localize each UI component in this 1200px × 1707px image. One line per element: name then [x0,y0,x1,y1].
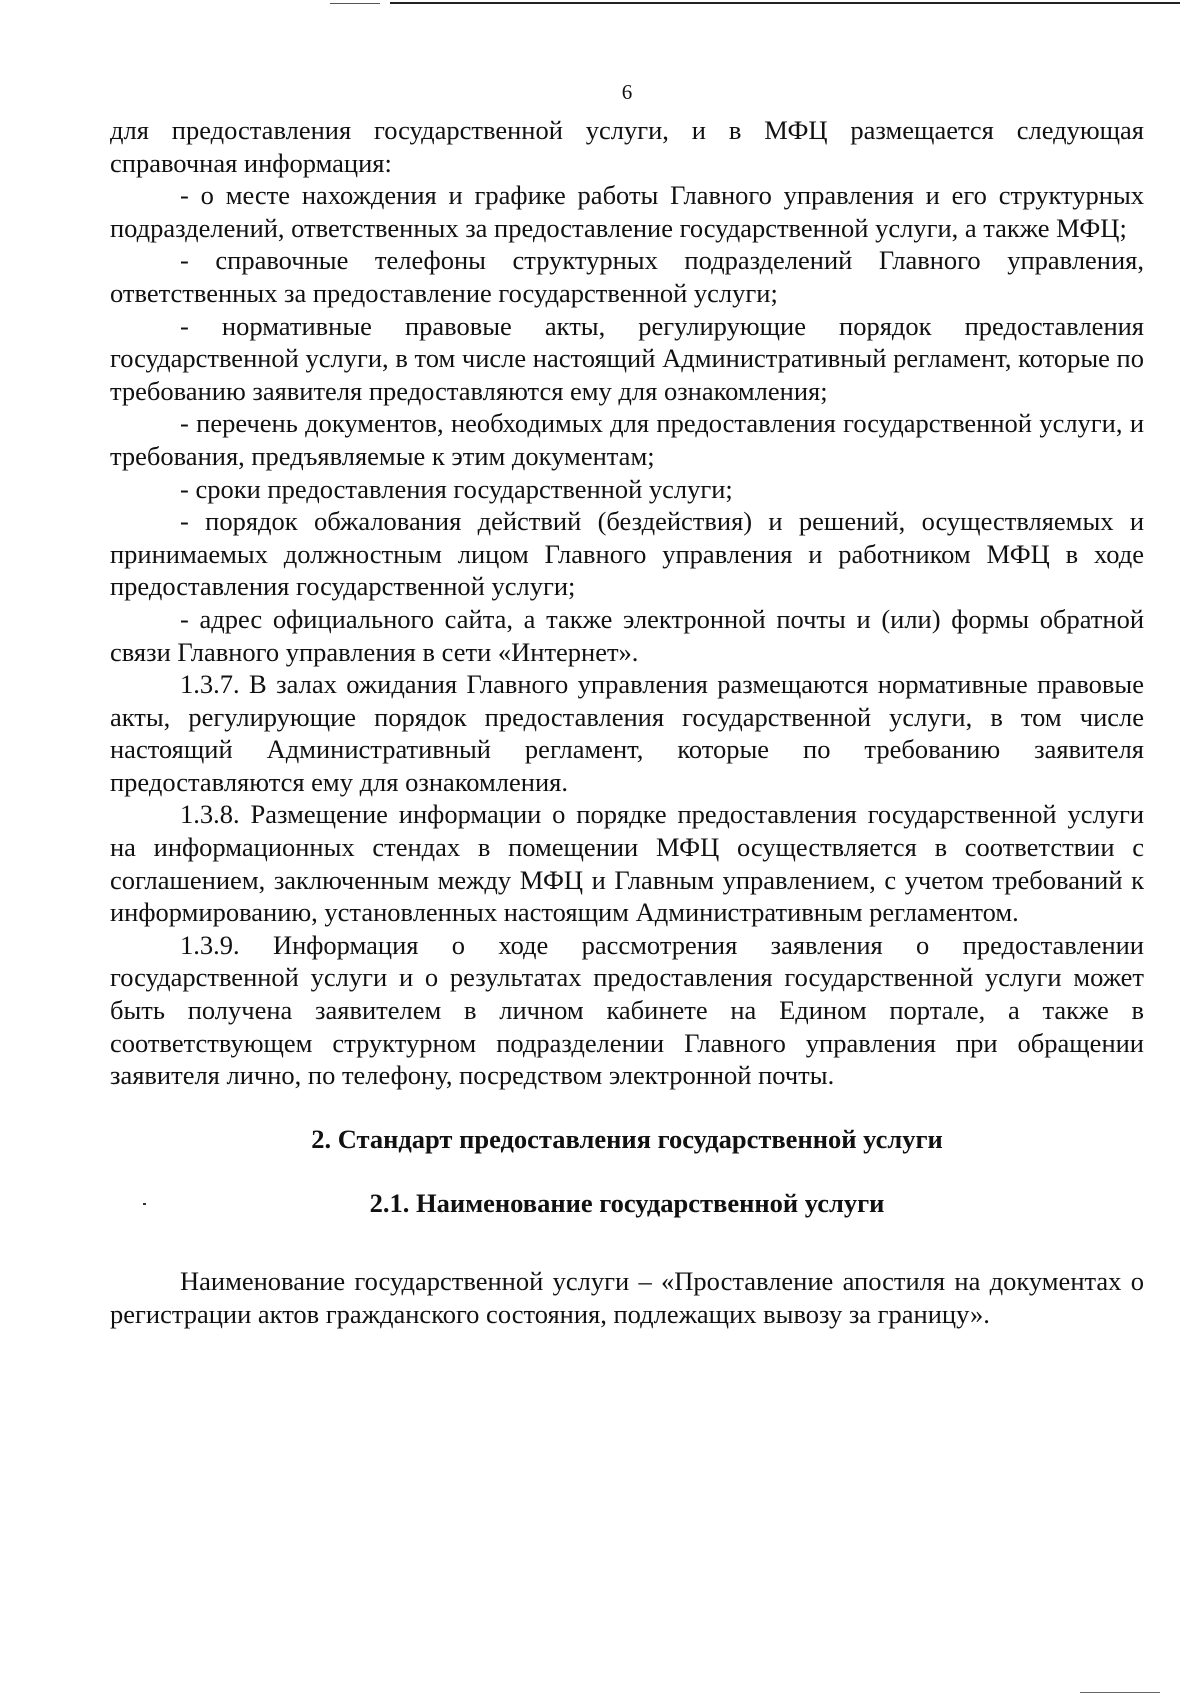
list-item-documents: - перечень документов, необходимых для предоставления государственной услуги, и требования, предъявляемые к этим документам; [110,408,1144,471]
paragraph-1-3-8: 1.3.8. Размещение информации о порядке предоставления государственной услуги на информационных стендах в помещении МФЦ осуществляется в соответствии с соглашением, заключенным между МФЦ и Главным управлением, с учетом требований к информированию, установленных настоящим Административным регламентом. [110,799,1144,928]
list-item-terms: - сроки предоставления государственной услуги; [180,473,733,504]
scan-artifact-line [330,3,380,4]
scan-artifact-line [390,2,1180,4]
paragraph-1-3-7: 1.3.7. В залах ожидания Главного управления размещаются нормативные правовые акты, регулирующие порядок предоставления государственной услуги, в том числе настоящий Административный регламент, которые по требованию заявителя предоставляются ему для ознакомления. [110,669,1144,797]
subsection-heading: 2.1. Наименование государственной услуги [369,1188,885,1219]
scan-artifact-line [1080,1692,1160,1693]
document-page [110,70,1144,1330]
paragraph-service-name: Наименование государственной услуги – «Проставление апостиля на документах о регистрации актов гражданского состояния, подлежащих вывозу за границу». [110,1266,1144,1329]
list-item-website: - адрес официального сайта, а также электронной почты и (или) формы обратной связи Главного управления в сети «Интернет». [110,603,1144,667]
paragraph-continuation: для предоставления государственной услуги, и в МФЦ размещается следующая справочная информация: [110,115,1144,178]
paragraph-1-3-9: 1.3.9. Информация о ходе рассмотрения заявления о предоставлении государственной услуги и о результатах предоставления государственной услуги может быть получена заявителем в личном кабинете на Едином портале, а также в соответствующем структурном подразделении Главного управления при обращении заявителя лично, по телефону, посредством электронной почты. [110,929,1144,1091]
page-number: 6 [621,80,633,104]
section-heading: 2. Стандарт предоставления государственной услуги [311,1123,943,1154]
list-item-legal-acts: - нормативные правовые акты, регулирующие порядок предоставления государственной услуги, в том числе настоящий Административный регламент, которые по требованию заявителя предоставляются ему для ознакомления; [110,310,1144,406]
list-item-location: - о месте нахождения и графике работы Главного управления и его структурных подразделений, ответственных за предоставление государственной услуги, а также МФЦ; [110,180,1144,243]
list-item-phones: - справочные телефоны структурных подразделений Главного управления, ответственных за предоставление государственной услуги; [110,245,1144,308]
list-item-appeal: - порядок обжалования действий (бездействия) и решений, осуществляемых и принимаемых должностным лицом Главного управления и работником МФЦ в ходе предоставления государственной услуги; [110,506,1144,602]
